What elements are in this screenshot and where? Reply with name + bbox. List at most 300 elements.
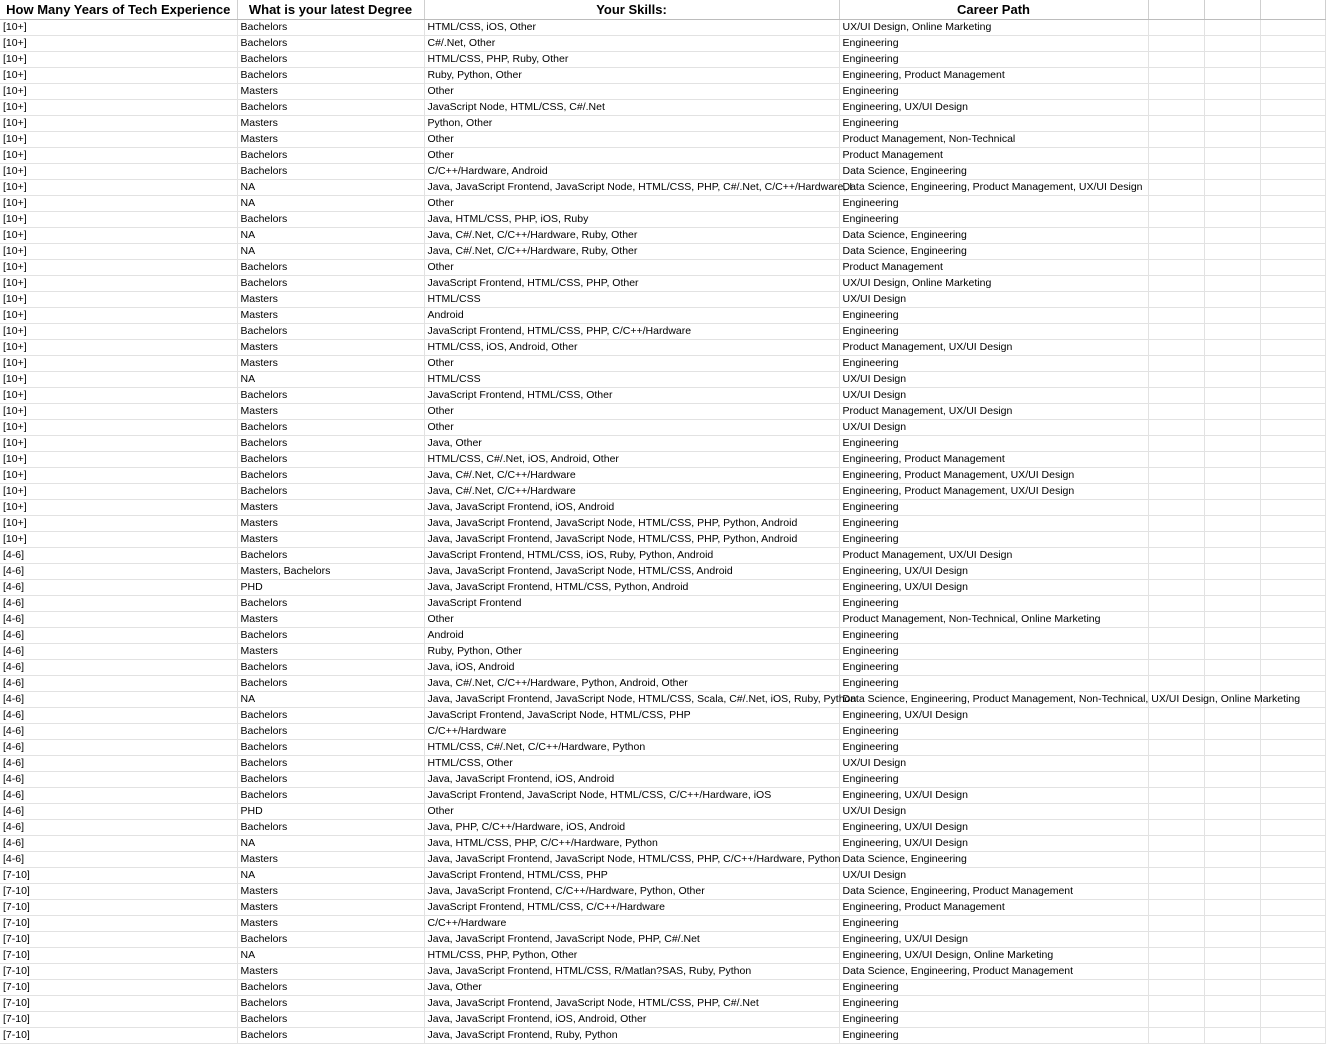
- cell-empty[interactable]: [1204, 964, 1260, 980]
- cell-degree[interactable]: Bachelors: [237, 164, 424, 180]
- cell-empty[interactable]: [1204, 20, 1260, 36]
- cell-degree[interactable]: Masters: [237, 340, 424, 356]
- header-years-experience[interactable]: How Many Years of Tech Experience: [0, 0, 237, 20]
- cell-career-path[interactable]: Engineering: [839, 596, 1148, 612]
- cell-years[interactable]: [10+]: [0, 244, 237, 260]
- cell-career-path[interactable]: UX/UI Design: [839, 372, 1148, 388]
- cell-empty[interactable]: [1148, 628, 1204, 644]
- cell-empty[interactable]: [1148, 436, 1204, 452]
- cell-empty[interactable]: [1260, 564, 1325, 580]
- cell-career-path[interactable]: Engineering: [839, 500, 1148, 516]
- cell-skills[interactable]: Other: [424, 148, 839, 164]
- cell-empty[interactable]: [1148, 868, 1204, 884]
- cell-empty[interactable]: [1260, 932, 1325, 948]
- cell-degree[interactable]: Bachelors: [237, 1012, 424, 1028]
- cell-empty[interactable]: [1260, 276, 1325, 292]
- cell-skills[interactable]: Java, PHP, C/C++/Hardware, iOS, Android: [424, 820, 839, 836]
- cell-empty[interactable]: [1260, 52, 1325, 68]
- cell-empty[interactable]: [1260, 836, 1325, 852]
- cell-degree[interactable]: Bachelors: [237, 212, 424, 228]
- cell-degree[interactable]: Bachelors: [237, 932, 424, 948]
- cell-degree[interactable]: Bachelors: [237, 740, 424, 756]
- cell-empty[interactable]: [1148, 180, 1204, 196]
- cell-skills[interactable]: JavaScript Frontend, JavaScript Node, HTML/CSS, C/C++/Hardware, iOS: [424, 788, 839, 804]
- cell-empty[interactable]: [1204, 132, 1260, 148]
- cell-empty[interactable]: [1260, 916, 1325, 932]
- cell-empty[interactable]: [1148, 788, 1204, 804]
- cell-degree[interactable]: Masters: [237, 516, 424, 532]
- cell-career-path[interactable]: Engineering: [839, 532, 1148, 548]
- cell-skills[interactable]: C#/.Net, Other: [424, 36, 839, 52]
- cell-empty[interactable]: [1260, 468, 1325, 484]
- cell-empty[interactable]: [1204, 404, 1260, 420]
- cell-empty[interactable]: [1260, 180, 1325, 196]
- cell-empty[interactable]: [1148, 116, 1204, 132]
- cell-skills[interactable]: JavaScript Node, HTML/CSS, C#/.Net: [424, 100, 839, 116]
- cell-degree[interactable]: Masters: [237, 116, 424, 132]
- cell-degree[interactable]: Bachelors: [237, 772, 424, 788]
- cell-years[interactable]: [10+]: [0, 116, 237, 132]
- cell-empty[interactable]: [1260, 596, 1325, 612]
- cell-skills[interactable]: Java, C#/.Net, C/C++/Hardware, Ruby, Other: [424, 244, 839, 260]
- cell-empty[interactable]: [1204, 948, 1260, 964]
- cell-empty[interactable]: [1204, 708, 1260, 724]
- cell-years[interactable]: [10+]: [0, 452, 237, 468]
- cell-empty[interactable]: [1148, 500, 1204, 516]
- cell-empty[interactable]: [1148, 36, 1204, 52]
- cell-empty[interactable]: [1260, 756, 1325, 772]
- cell-years[interactable]: [10+]: [0, 180, 237, 196]
- cell-career-path[interactable]: Engineering: [839, 644, 1148, 660]
- cell-degree[interactable]: Masters: [237, 852, 424, 868]
- cell-degree[interactable]: Bachelors: [237, 324, 424, 340]
- cell-skills[interactable]: C/C++/Hardware: [424, 724, 839, 740]
- cell-empty[interactable]: [1204, 436, 1260, 452]
- cell-years[interactable]: [10+]: [0, 532, 237, 548]
- cell-empty[interactable]: [1204, 996, 1260, 1012]
- cell-career-path[interactable]: Data Science, Engineering: [839, 852, 1148, 868]
- cell-years[interactable]: [7-10]: [0, 948, 237, 964]
- cell-empty[interactable]: [1204, 788, 1260, 804]
- cell-empty[interactable]: [1260, 260, 1325, 276]
- cell-empty[interactable]: [1260, 516, 1325, 532]
- cell-degree[interactable]: Masters: [237, 644, 424, 660]
- cell-degree[interactable]: Masters: [237, 532, 424, 548]
- cell-empty[interactable]: [1148, 884, 1204, 900]
- cell-empty[interactable]: [1148, 820, 1204, 836]
- cell-empty[interactable]: [1204, 532, 1260, 548]
- cell-years[interactable]: [10+]: [0, 100, 237, 116]
- cell-empty[interactable]: [1204, 1028, 1260, 1044]
- cell-empty[interactable]: [1148, 756, 1204, 772]
- cell-career-path[interactable]: Engineering: [839, 436, 1148, 452]
- cell-years[interactable]: [10+]: [0, 196, 237, 212]
- cell-degree[interactable]: NA: [237, 244, 424, 260]
- cell-empty[interactable]: [1148, 964, 1204, 980]
- cell-career-path[interactable]: UX/UI Design, Online Marketing: [839, 276, 1148, 292]
- cell-empty[interactable]: [1204, 836, 1260, 852]
- cell-empty[interactable]: [1260, 788, 1325, 804]
- cell-empty[interactable]: [1204, 388, 1260, 404]
- cell-degree[interactable]: Masters: [237, 884, 424, 900]
- cell-skills[interactable]: Java, HTML/CSS, PHP, iOS, Ruby: [424, 212, 839, 228]
- cell-years[interactable]: [4-6]: [0, 724, 237, 740]
- cell-career-path[interactable]: Engineering: [839, 356, 1148, 372]
- cell-skills[interactable]: Ruby, Python, Other: [424, 644, 839, 660]
- cell-empty[interactable]: [1260, 772, 1325, 788]
- cell-career-path[interactable]: Engineering, UX/UI Design: [839, 580, 1148, 596]
- cell-skills[interactable]: Java, Other: [424, 980, 839, 996]
- cell-empty[interactable]: [1204, 740, 1260, 756]
- cell-degree[interactable]: Masters: [237, 916, 424, 932]
- cell-degree[interactable]: Masters: [237, 500, 424, 516]
- cell-degree[interactable]: Masters, Bachelors: [237, 564, 424, 580]
- cell-degree[interactable]: Bachelors: [237, 628, 424, 644]
- cell-empty[interactable]: [1148, 20, 1204, 36]
- cell-degree[interactable]: Bachelors: [237, 1028, 424, 1044]
- cell-empty[interactable]: [1260, 340, 1325, 356]
- cell-empty[interactable]: [1148, 660, 1204, 676]
- cell-empty[interactable]: [1204, 324, 1260, 340]
- cell-empty[interactable]: [1204, 484, 1260, 500]
- cell-degree[interactable]: Masters: [237, 308, 424, 324]
- cell-empty[interactable]: [1260, 964, 1325, 980]
- cell-empty[interactable]: [1204, 564, 1260, 580]
- cell-empty[interactable]: [1148, 676, 1204, 692]
- cell-career-path[interactable]: Data Science, Engineering: [839, 164, 1148, 180]
- cell-degree[interactable]: NA: [237, 180, 424, 196]
- cell-degree[interactable]: Masters: [237, 964, 424, 980]
- cell-empty[interactable]: [1260, 68, 1325, 84]
- cell-empty[interactable]: [1260, 20, 1325, 36]
- cell-career-path[interactable]: Product Management: [839, 260, 1148, 276]
- cell-career-path[interactable]: UX/UI Design: [839, 804, 1148, 820]
- cell-skills[interactable]: Ruby, Python, Other: [424, 68, 839, 84]
- cell-empty[interactable]: [1260, 580, 1325, 596]
- cell-empty[interactable]: [1260, 132, 1325, 148]
- cell-empty[interactable]: [1260, 436, 1325, 452]
- cell-empty[interactable]: [1260, 1012, 1325, 1028]
- cell-career-path[interactable]: Engineering: [839, 36, 1148, 52]
- cell-empty[interactable]: [1148, 452, 1204, 468]
- cell-empty[interactable]: [1260, 388, 1325, 404]
- cell-skills[interactable]: Other: [424, 260, 839, 276]
- cell-empty[interactable]: [1204, 868, 1260, 884]
- cell-years[interactable]: [10+]: [0, 212, 237, 228]
- cell-years[interactable]: [10+]: [0, 84, 237, 100]
- cell-career-path[interactable]: UX/UI Design: [839, 868, 1148, 884]
- cell-skills[interactable]: Java, JavaScript Frontend, JavaScript Node, HTML/CSS, PHP, C#/.Net: [424, 996, 839, 1012]
- cell-empty[interactable]: [1204, 308, 1260, 324]
- cell-empty[interactable]: [1148, 1012, 1204, 1028]
- cell-empty[interactable]: [1204, 644, 1260, 660]
- cell-empty[interactable]: [1148, 68, 1204, 84]
- cell-years[interactable]: [10+]: [0, 20, 237, 36]
- cell-years[interactable]: [7-10]: [0, 932, 237, 948]
- cell-empty[interactable]: [1148, 644, 1204, 660]
- cell-years[interactable]: [10+]: [0, 132, 237, 148]
- cell-degree[interactable]: Bachelors: [237, 100, 424, 116]
- cell-years[interactable]: [4-6]: [0, 740, 237, 756]
- cell-skills[interactable]: Java, C#/.Net, C/C++/Hardware: [424, 468, 839, 484]
- cell-skills[interactable]: Other: [424, 404, 839, 420]
- cell-empty[interactable]: [1204, 340, 1260, 356]
- cell-empty[interactable]: [1148, 308, 1204, 324]
- cell-skills[interactable]: HTML/CSS, PHP, Python, Other: [424, 948, 839, 964]
- cell-years[interactable]: [10+]: [0, 516, 237, 532]
- cell-skills[interactable]: Java, C#/.Net, C/C++/Hardware, Python, Android, Other: [424, 676, 839, 692]
- cell-years[interactable]: [4-6]: [0, 596, 237, 612]
- cell-empty[interactable]: [1204, 84, 1260, 100]
- cell-skills[interactable]: JavaScript Frontend, HTML/CSS, PHP: [424, 868, 839, 884]
- cell-empty[interactable]: [1260, 548, 1325, 564]
- cell-empty[interactable]: [1204, 36, 1260, 52]
- cell-skills[interactable]: HTML/CSS, PHP, Ruby, Other: [424, 52, 839, 68]
- cell-career-path[interactable]: Engineering: [839, 52, 1148, 68]
- cell-years[interactable]: [4-6]: [0, 564, 237, 580]
- cell-skills[interactable]: JavaScript Frontend, HTML/CSS, iOS, Ruby, Python, Android: [424, 548, 839, 564]
- cell-empty[interactable]: [1260, 84, 1325, 100]
- cell-career-path[interactable]: Product Management, UX/UI Design: [839, 404, 1148, 420]
- cell-empty[interactable]: [1148, 980, 1204, 996]
- cell-empty[interactable]: [1260, 820, 1325, 836]
- cell-years[interactable]: [7-10]: [0, 884, 237, 900]
- cell-years[interactable]: [10+]: [0, 36, 237, 52]
- cell-empty[interactable]: [1148, 276, 1204, 292]
- cell-career-path[interactable]: Engineering: [839, 324, 1148, 340]
- cell-career-path[interactable]: UX/UI Design: [839, 756, 1148, 772]
- cell-empty[interactable]: [1260, 884, 1325, 900]
- cell-degree[interactable]: Bachelors: [237, 148, 424, 164]
- cell-skills[interactable]: Other: [424, 420, 839, 436]
- cell-years[interactable]: [4-6]: [0, 756, 237, 772]
- cell-skills[interactable]: Android: [424, 308, 839, 324]
- cell-career-path[interactable]: Engineering: [839, 916, 1148, 932]
- header-empty-f[interactable]: [1204, 0, 1260, 20]
- cell-empty[interactable]: [1260, 1028, 1325, 1044]
- cell-empty[interactable]: [1260, 196, 1325, 212]
- cell-empty[interactable]: [1204, 356, 1260, 372]
- cell-empty[interactable]: [1204, 276, 1260, 292]
- cell-career-path[interactable]: Engineering, UX/UI Design, Online Marketing: [839, 948, 1148, 964]
- cell-career-path[interactable]: Product Management: [839, 148, 1148, 164]
- cell-empty[interactable]: [1148, 356, 1204, 372]
- cell-empty[interactable]: [1148, 340, 1204, 356]
- cell-degree[interactable]: Masters: [237, 356, 424, 372]
- cell-skills[interactable]: JavaScript Frontend, HTML/CSS, PHP, C/C++/Hardware: [424, 324, 839, 340]
- cell-degree[interactable]: Bachelors: [237, 20, 424, 36]
- cell-empty[interactable]: [1148, 836, 1204, 852]
- cell-empty[interactable]: [1148, 548, 1204, 564]
- cell-empty[interactable]: [1204, 772, 1260, 788]
- cell-degree[interactable]: NA: [237, 372, 424, 388]
- cell-empty[interactable]: [1260, 420, 1325, 436]
- cell-empty[interactable]: [1260, 100, 1325, 116]
- cell-years[interactable]: [4-6]: [0, 692, 237, 708]
- cell-career-path[interactable]: Product Management, UX/UI Design: [839, 548, 1148, 564]
- cell-years[interactable]: [10+]: [0, 404, 237, 420]
- cell-career-path[interactable]: Engineering, Product Management, UX/UI Design: [839, 468, 1148, 484]
- cell-skills[interactable]: C/C++/Hardware: [424, 916, 839, 932]
- cell-empty[interactable]: [1148, 516, 1204, 532]
- cell-empty[interactable]: [1148, 1028, 1204, 1044]
- cell-degree[interactable]: Bachelors: [237, 452, 424, 468]
- cell-empty[interactable]: [1260, 308, 1325, 324]
- cell-career-path[interactable]: UX/UI Design: [839, 388, 1148, 404]
- cell-empty[interactable]: [1260, 740, 1325, 756]
- cell-career-path[interactable]: Engineering: [839, 772, 1148, 788]
- cell-empty[interactable]: [1204, 884, 1260, 900]
- cell-years[interactable]: [4-6]: [0, 772, 237, 788]
- cell-skills[interactable]: JavaScript Frontend: [424, 596, 839, 612]
- cell-skills[interactable]: HTML/CSS, C#/.Net, C/C++/Hardware, Python: [424, 740, 839, 756]
- cell-skills[interactable]: Java, iOS, Android: [424, 660, 839, 676]
- cell-empty[interactable]: [1204, 804, 1260, 820]
- header-latest-degree[interactable]: What is your latest Degree: [237, 0, 424, 20]
- cell-career-path[interactable]: Engineering, UX/UI Design: [839, 708, 1148, 724]
- cell-years[interactable]: [10+]: [0, 340, 237, 356]
- cell-degree[interactable]: NA: [237, 228, 424, 244]
- cell-empty[interactable]: [1204, 180, 1260, 196]
- cell-years[interactable]: [10+]: [0, 52, 237, 68]
- cell-degree[interactable]: Bachelors: [237, 788, 424, 804]
- cell-empty[interactable]: [1148, 260, 1204, 276]
- cell-empty[interactable]: [1204, 676, 1260, 692]
- cell-career-path[interactable]: Engineering, Product Management: [839, 900, 1148, 916]
- cell-skills[interactable]: Java, JavaScript Frontend, iOS, Android: [424, 772, 839, 788]
- cell-skills[interactable]: Other: [424, 196, 839, 212]
- cell-career-path[interactable]: Data Science, Engineering: [839, 244, 1148, 260]
- cell-skills[interactable]: Other: [424, 132, 839, 148]
- cell-empty[interactable]: [1204, 372, 1260, 388]
- cell-career-path[interactable]: Engineering, UX/UI Design: [839, 788, 1148, 804]
- cell-degree[interactable]: Bachelors: [237, 468, 424, 484]
- cell-degree[interactable]: Bachelors: [237, 52, 424, 68]
- cell-empty[interactable]: [1148, 852, 1204, 868]
- cell-career-path[interactable]: Engineering: [839, 212, 1148, 228]
- cell-years[interactable]: [10+]: [0, 276, 237, 292]
- cell-years[interactable]: [4-6]: [0, 804, 237, 820]
- cell-career-path[interactable]: Engineering: [839, 1028, 1148, 1044]
- cell-career-path[interactable]: Engineering: [839, 996, 1148, 1012]
- cell-empty[interactable]: [1204, 980, 1260, 996]
- cell-empty[interactable]: [1260, 676, 1325, 692]
- cell-career-path[interactable]: UX/UI Design, Online Marketing: [839, 20, 1148, 36]
- cell-skills[interactable]: HTML/CSS: [424, 372, 839, 388]
- cell-skills[interactable]: Java, JavaScript Frontend, HTML/CSS, Python, Android: [424, 580, 839, 596]
- cell-empty[interactable]: [1148, 212, 1204, 228]
- cell-empty[interactable]: [1148, 932, 1204, 948]
- cell-empty[interactable]: [1260, 980, 1325, 996]
- cell-empty[interactable]: [1148, 916, 1204, 932]
- cell-degree[interactable]: Bachelors: [237, 724, 424, 740]
- cell-years[interactable]: [10+]: [0, 484, 237, 500]
- cell-empty[interactable]: [1148, 164, 1204, 180]
- cell-years[interactable]: [10+]: [0, 308, 237, 324]
- cell-skills[interactable]: JavaScript Frontend, HTML/CSS, Other: [424, 388, 839, 404]
- cell-empty[interactable]: [1260, 532, 1325, 548]
- cell-career-path[interactable]: Engineering: [839, 676, 1148, 692]
- cell-empty[interactable]: [1260, 484, 1325, 500]
- cell-skills[interactable]: JavaScript Frontend, HTML/CSS, C/C++/Hardware: [424, 900, 839, 916]
- cell-skills[interactable]: Other: [424, 804, 839, 820]
- cell-skills[interactable]: Java, HTML/CSS, PHP, C/C++/Hardware, Python: [424, 836, 839, 852]
- cell-empty[interactable]: [1148, 388, 1204, 404]
- cell-career-path[interactable]: Data Science, Engineering, Product Management, Non-Technical, UX/UI Design, Online Marketing: [839, 692, 1148, 708]
- cell-empty[interactable]: [1204, 148, 1260, 164]
- cell-skills[interactable]: Java, JavaScript Frontend, Ruby, Python: [424, 1028, 839, 1044]
- cell-empty[interactable]: [1204, 68, 1260, 84]
- cell-career-path[interactable]: Engineering, UX/UI Design: [839, 932, 1148, 948]
- cell-degree[interactable]: NA: [237, 196, 424, 212]
- cell-years[interactable]: [10+]: [0, 324, 237, 340]
- cell-years[interactable]: [4-6]: [0, 612, 237, 628]
- cell-years[interactable]: [7-10]: [0, 980, 237, 996]
- cell-empty[interactable]: [1204, 52, 1260, 68]
- cell-skills[interactable]: Java, Other: [424, 436, 839, 452]
- cell-empty[interactable]: [1260, 36, 1325, 52]
- cell-years[interactable]: [4-6]: [0, 788, 237, 804]
- cell-career-path[interactable]: Engineering, Product Management: [839, 68, 1148, 84]
- cell-career-path[interactable]: UX/UI Design: [839, 292, 1148, 308]
- cell-degree[interactable]: Bachelors: [237, 676, 424, 692]
- cell-empty[interactable]: [1148, 196, 1204, 212]
- cell-degree[interactable]: Masters: [237, 900, 424, 916]
- cell-years[interactable]: [7-10]: [0, 868, 237, 884]
- cell-career-path[interactable]: Engineering, UX/UI Design: [839, 820, 1148, 836]
- cell-career-path[interactable]: Engineering: [839, 740, 1148, 756]
- cell-empty[interactable]: [1148, 324, 1204, 340]
- cell-empty[interactable]: [1148, 52, 1204, 68]
- cell-skills[interactable]: Java, JavaScript Frontend, JavaScript Node, HTML/CSS, PHP, C#/.Net, C/C++/Hardware, I: [424, 180, 839, 196]
- cell-empty[interactable]: [1260, 852, 1325, 868]
- cell-years[interactable]: [10+]: [0, 372, 237, 388]
- header-empty-g[interactable]: [1260, 0, 1325, 20]
- cell-empty[interactable]: [1204, 932, 1260, 948]
- cell-empty[interactable]: [1260, 612, 1325, 628]
- cell-degree[interactable]: Bachelors: [237, 708, 424, 724]
- cell-years[interactable]: [10+]: [0, 68, 237, 84]
- cell-empty[interactable]: [1148, 84, 1204, 100]
- cell-career-path[interactable]: Data Science, Engineering, Product Management, UX/UI Design: [839, 180, 1148, 196]
- cell-empty[interactable]: [1148, 612, 1204, 628]
- cell-degree[interactable]: Bachelors: [237, 388, 424, 404]
- cell-years[interactable]: [7-10]: [0, 996, 237, 1012]
- cell-years[interactable]: [10+]: [0, 164, 237, 180]
- cell-skills[interactable]: Java, JavaScript Frontend, JavaScript Node, HTML/CSS, PHP, Python, Android: [424, 532, 839, 548]
- cell-years[interactable]: [4-6]: [0, 676, 237, 692]
- cell-skills[interactable]: HTML/CSS, iOS, Android, Other: [424, 340, 839, 356]
- cell-empty[interactable]: [1204, 724, 1260, 740]
- cell-years[interactable]: [10+]: [0, 260, 237, 276]
- cell-years[interactable]: [10+]: [0, 500, 237, 516]
- cell-degree[interactable]: Bachelors: [237, 548, 424, 564]
- cell-empty[interactable]: [1204, 516, 1260, 532]
- cell-skills[interactable]: Java, C#/.Net, C/C++/Hardware: [424, 484, 839, 500]
- cell-years[interactable]: [4-6]: [0, 580, 237, 596]
- cell-skills[interactable]: C/C++/Hardware, Android: [424, 164, 839, 180]
- cell-empty[interactable]: [1260, 628, 1325, 644]
- cell-empty[interactable]: [1204, 548, 1260, 564]
- cell-years[interactable]: [7-10]: [0, 964, 237, 980]
- cell-career-path[interactable]: Engineering, Product Management, UX/UI Design: [839, 484, 1148, 500]
- cell-empty[interactable]: [1260, 356, 1325, 372]
- cell-years[interactable]: [7-10]: [0, 1028, 237, 1044]
- cell-empty[interactable]: [1148, 468, 1204, 484]
- cell-empty[interactable]: [1204, 292, 1260, 308]
- cell-empty[interactable]: [1148, 372, 1204, 388]
- cell-career-path[interactable]: Data Science, Engineering: [839, 228, 1148, 244]
